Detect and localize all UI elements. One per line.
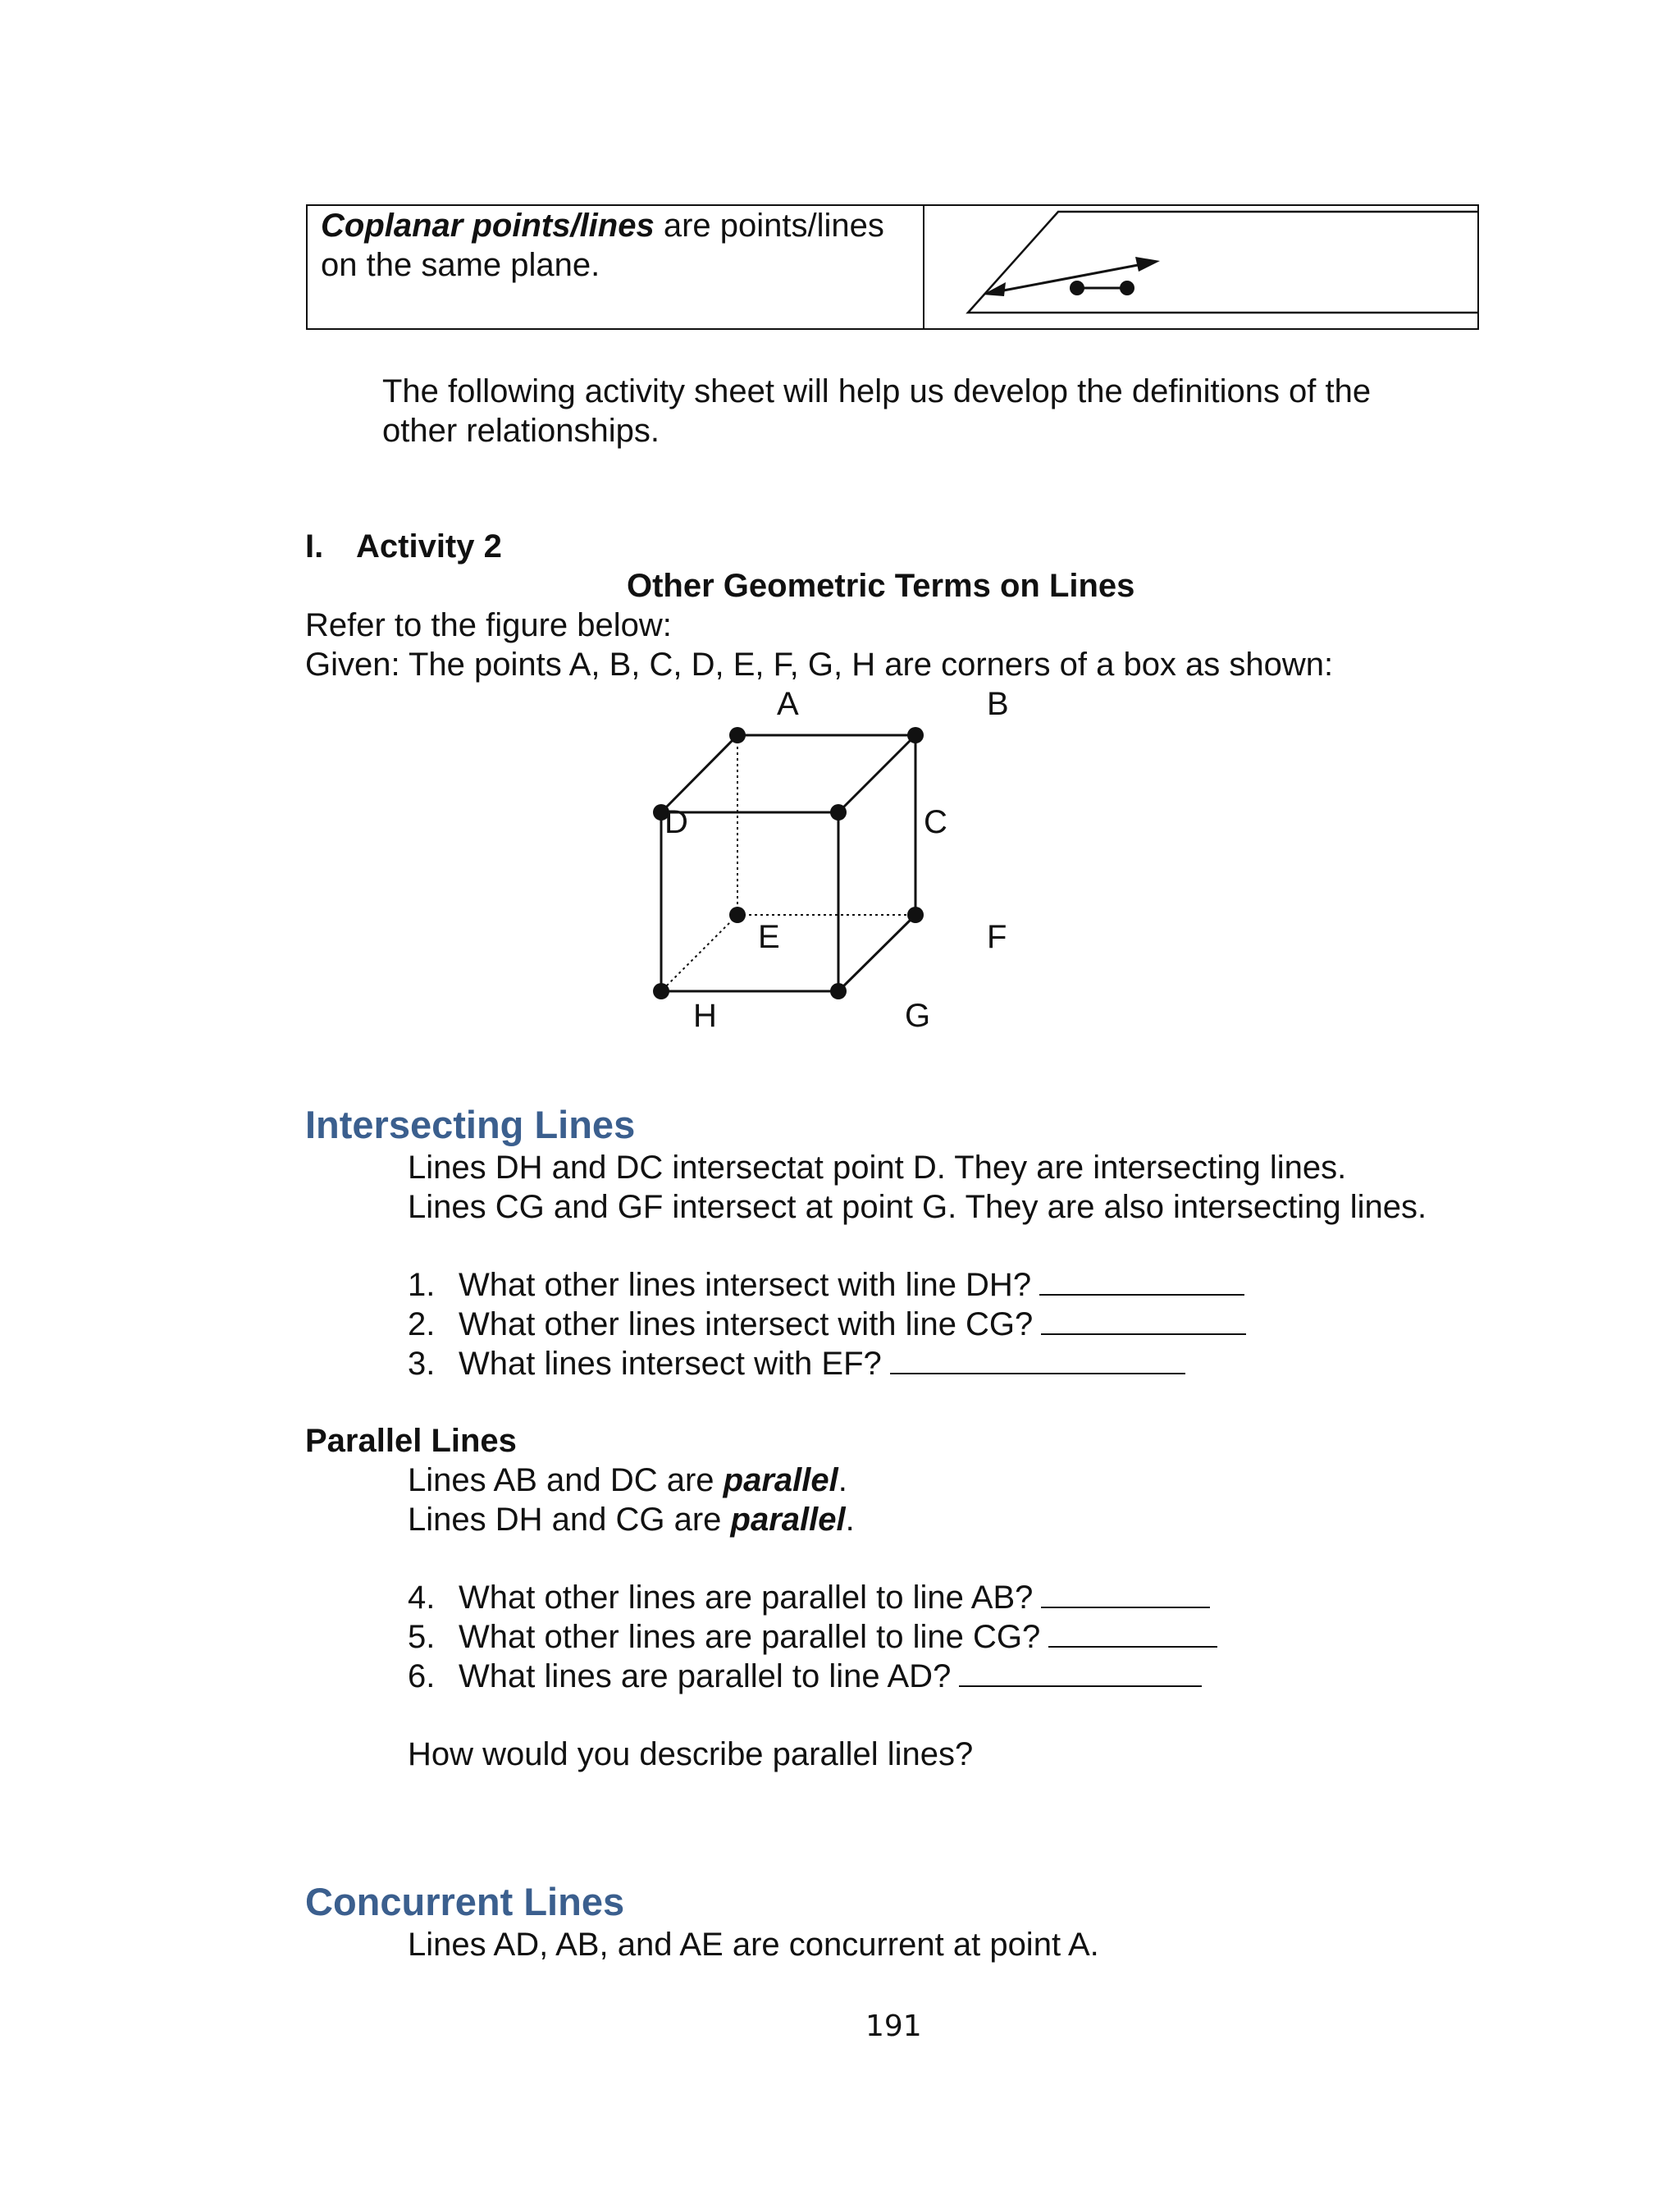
edge-GF: [838, 915, 915, 991]
label-G: G: [905, 998, 931, 1034]
parallel-line2-text: Lines DH and CG are: [408, 1502, 731, 1538]
refer-text: Refer to the figure below:: [305, 607, 672, 643]
label-A: A: [777, 686, 799, 722]
vertex-F: [907, 907, 924, 923]
intro-line1: The following activity sheet will help us develop the definitions of the: [382, 373, 1372, 409]
arrow-right-icon: [1135, 257, 1160, 272]
describe-question: How would you describe parallel lines?: [408, 1736, 974, 1772]
question-text: What lines are parallel to line AD?: [459, 1658, 952, 1694]
activity-numeral: I.: [305, 528, 324, 565]
point-dot: [1070, 281, 1084, 295]
edge-EH-hidden: [661, 915, 737, 991]
intersecting-heading: Intersecting Lines: [305, 1103, 636, 1146]
term-coplanar: Coplanar points/lines: [321, 208, 655, 244]
question-text: What other lines are parallel to line CG?: [459, 1619, 1041, 1655]
question-1: [408, 1265, 1244, 1305]
parallel-line2: [408, 1500, 855, 1539]
definition-rest: are points/lines: [654, 208, 884, 244]
question-3: [408, 1344, 1185, 1383]
vertex-B: [907, 727, 924, 743]
answer-blank[interactable]: [1039, 1266, 1244, 1296]
label-D: D: [664, 804, 688, 840]
intersecting-line2: Lines CG and GF intersect at point G. They are also intersecting lines.: [408, 1189, 1427, 1225]
page-number: 191: [865, 2009, 922, 2043]
label-B: B: [987, 686, 1009, 722]
parallel-term: parallel: [723, 1462, 838, 1498]
plane-diagram: [924, 206, 1478, 329]
label-F: F: [987, 919, 1007, 955]
vertex-H: [653, 983, 669, 999]
question-text: What other lines intersect with line CG?: [459, 1306, 1034, 1342]
vertex-E: [729, 907, 746, 923]
label-E: E: [758, 919, 780, 955]
activity-title: Activity 2: [356, 528, 502, 565]
answer-blank[interactable]: [890, 1345, 1185, 1374]
question-text: What lines intersect with EF?: [459, 1346, 882, 1382]
activity-subtitle: Other Geometric Terms on Lines: [627, 568, 1135, 604]
vertex-G: [830, 983, 847, 999]
question-number: 4.: [408, 1580, 436, 1616]
question-5: [408, 1617, 1217, 1657]
period: .: [838, 1462, 847, 1498]
concurrent-heading: Concurrent Lines: [305, 1880, 625, 1923]
question-number: 3.: [408, 1346, 436, 1382]
given-text: Given: The points A, B, C, D, E, F, G, H are corners of a box as shown:: [305, 647, 1334, 683]
intersecting-line1: Lines DH and DC intersectat point D. They are intersecting lines.: [408, 1150, 1347, 1186]
question-4: [408, 1578, 1210, 1617]
definition-table: [306, 204, 1479, 330]
period: .: [845, 1502, 855, 1538]
question-2: [408, 1305, 1246, 1344]
answer-blank[interactable]: [1048, 1618, 1217, 1648]
parallel-line1-text: Lines AB and DC are: [408, 1462, 724, 1498]
label-C: C: [924, 804, 947, 840]
question-number: 2.: [408, 1306, 436, 1342]
intro-line2: other relationships.: [382, 413, 660, 449]
label-H: H: [693, 998, 717, 1034]
answer-blank[interactable]: [959, 1657, 1202, 1687]
answer-blank[interactable]: [1041, 1579, 1210, 1608]
vertex-A: [729, 727, 746, 743]
question-text: What other lines are parallel to line AB?: [459, 1580, 1034, 1616]
question-number: 1.: [408, 1267, 436, 1303]
box-figure: [640, 706, 952, 1017]
concurrent-line1: Lines AD, AB, and AE are concurrent at point A.: [408, 1927, 1099, 1963]
parallel-line1: [408, 1461, 847, 1500]
parallel-heading: Parallel Lines: [305, 1423, 517, 1459]
edge-CB: [838, 735, 915, 812]
plane-shape: [968, 212, 1478, 313]
parallel-term: parallel: [730, 1502, 846, 1538]
question-6: [408, 1657, 1202, 1696]
edge-DA: [661, 735, 737, 812]
question-number: 6.: [408, 1658, 436, 1694]
vertex-C: [830, 804, 847, 821]
question-number: 5.: [408, 1619, 436, 1655]
point-dot: [1120, 281, 1134, 295]
question-text: What other lines intersect with line DH?: [459, 1267, 1032, 1303]
definition-text-line1: [321, 206, 884, 245]
definition-text-line2: on the same plane.: [321, 247, 600, 283]
answer-blank[interactable]: [1041, 1305, 1246, 1335]
